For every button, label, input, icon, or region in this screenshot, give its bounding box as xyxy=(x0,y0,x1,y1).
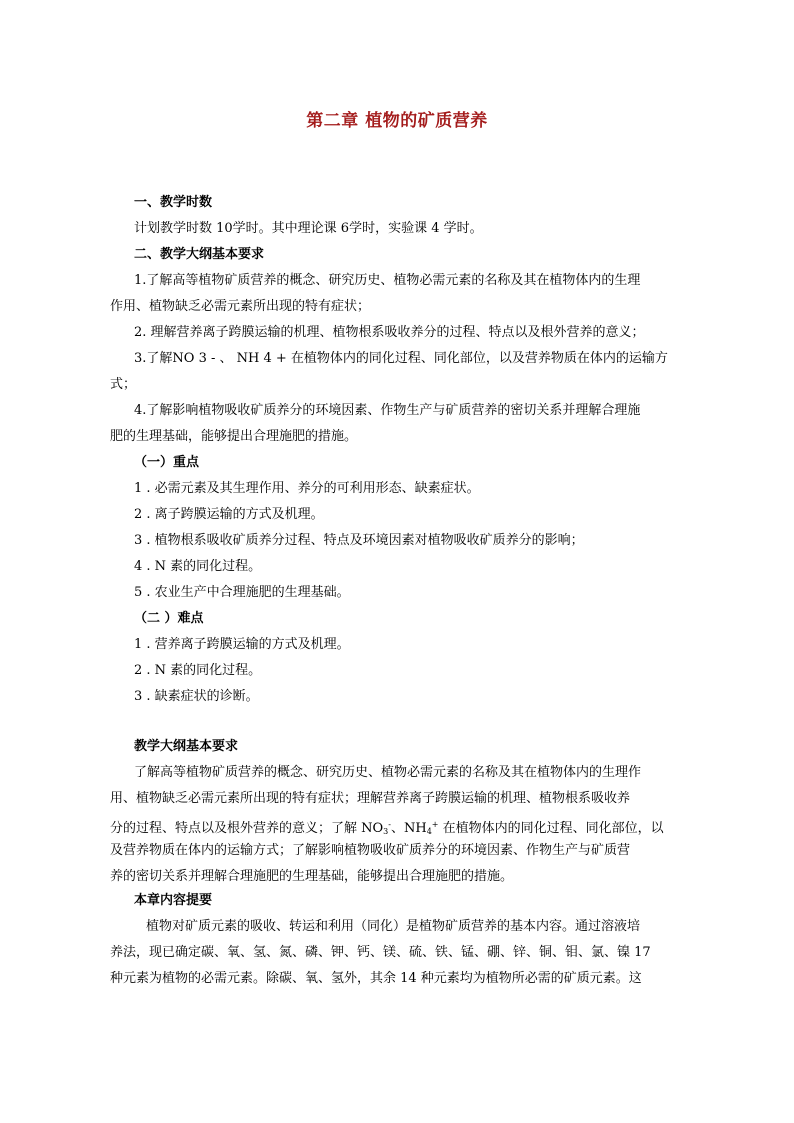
outline-line-1: 了解高等植物矿质营养的概念、研究历史、植物必需元素的名称及其在植物体内的生理作 xyxy=(134,765,642,780)
section-heading-requirements: 二、教学大纲基本要求 xyxy=(134,247,265,262)
outline-line-2: 用、植物缺乏必需元素所出现的特有症状；理解营养离子跨膜运输的机理、植物根系吸收养 xyxy=(110,791,631,806)
nitrate-superscript: - xyxy=(388,820,391,829)
difficulties-heading: （二 ）难点 xyxy=(134,611,204,626)
outline-line-4: 及营养物质在体内的运输方式；了解影响植物吸收矿质养分的环境因素、作物生产与矿质营 xyxy=(110,843,631,858)
summary-line-2: 养法，现已确定碳、氧、氢、氮、磷、钾、钙、镁、硫、铁、锰、硼、锌、铜、钼、氯、镍 17 xyxy=(110,945,651,960)
summary-line-3: 种元素为植物的必需元素。除碳、氧、氢外，其余 14 种元素均为植物所必需的矿质元素。这 xyxy=(110,971,642,986)
requirement-1-line-1: 1.了解高等植物矿质营养的概念、研究历史、植物必需元素的名称及其在植物体内的生理 xyxy=(134,273,641,288)
chapter-title: 第二章 植物的矿质营养 xyxy=(306,111,488,131)
ammonium-subscript: 4 xyxy=(426,827,432,836)
difficulty-item: 1 . 营养离子跨膜运输的方式及机理。 xyxy=(134,637,350,652)
key-point-item: 4 . N 素的同化过程。 xyxy=(134,559,262,574)
difficulty-item: 3 . 缺素症状的诊断。 xyxy=(134,689,259,704)
outline-line-3-part-c: 在植物体内的同化过程、同化部位，以 xyxy=(438,821,664,836)
outline-line-3-part-a: 分的过程、特点以及根外营养的意义；了解 NO xyxy=(110,821,384,836)
requirement-2: 2. 理解营养离子跨膜运输的机理、植物根系吸收养分的过程、特点以及根外营养的意义； xyxy=(134,325,645,340)
outline-line-5: 养的密切关系并理解合理施肥的生理基础，能够提出合理施肥的措施。 xyxy=(110,869,514,884)
key-point-item: 1 . 必需元素及其生理作用、养分的可利用形态、缺素症状。 xyxy=(134,481,480,496)
requirement-3-line-2: 式； xyxy=(110,377,137,392)
requirement-3-line-1: 3.了解NO 3 - 、 NH 4 + 在植物体内的同化过程、同化部位，以及营养物质在体内的运输方 xyxy=(134,351,668,366)
outline-line-3 xyxy=(110,815,684,842)
ammonium-superscript: + xyxy=(431,820,439,829)
difficulty-item: 2 . N 素的同化过程。 xyxy=(134,663,262,678)
key-point-item: 2 . 离子跨膜运输的方式及机理。 xyxy=(134,507,324,522)
outline-line-3-part-b: 、NH xyxy=(390,821,427,836)
key-points-heading: （一）重点 xyxy=(134,455,200,470)
summary-heading: 本章内容提要 xyxy=(134,893,213,908)
key-point-item: 3 . 植物根系吸收矿质养分过程、特点及环境因素对植物吸收矿质养分的影响； xyxy=(134,533,584,548)
teaching-hours-text: 计划教学时数 10学时。其中理论课 6学时，实验课 4 学时。 xyxy=(134,221,483,236)
section-heading-teaching-hours: 一、教学时数 xyxy=(134,195,213,210)
nitrate-subscript: 3 xyxy=(383,827,389,836)
requirement-4-line-1: 4.了解影响植物吸收矿质养分的环境因素、作物生产与矿质营养的密切关系并理解合理施 xyxy=(134,403,641,418)
requirement-4-line-2: 肥的生理基础，能够提出合理施肥的措施。 xyxy=(110,429,358,444)
requirement-1-line-2: 作用、植物缺乏必需元素所出现的特有症状； xyxy=(110,299,371,314)
outline-heading: 教学大纲基本要求 xyxy=(134,739,239,754)
key-point-item: 5 . 农业生产中合理施肥的生理基础。 xyxy=(134,585,350,600)
summary-line-1: 植物对矿质元素的吸收、转运和利用（同化）是植物矿质营养的基本内容。通过溶液培 xyxy=(146,919,641,934)
